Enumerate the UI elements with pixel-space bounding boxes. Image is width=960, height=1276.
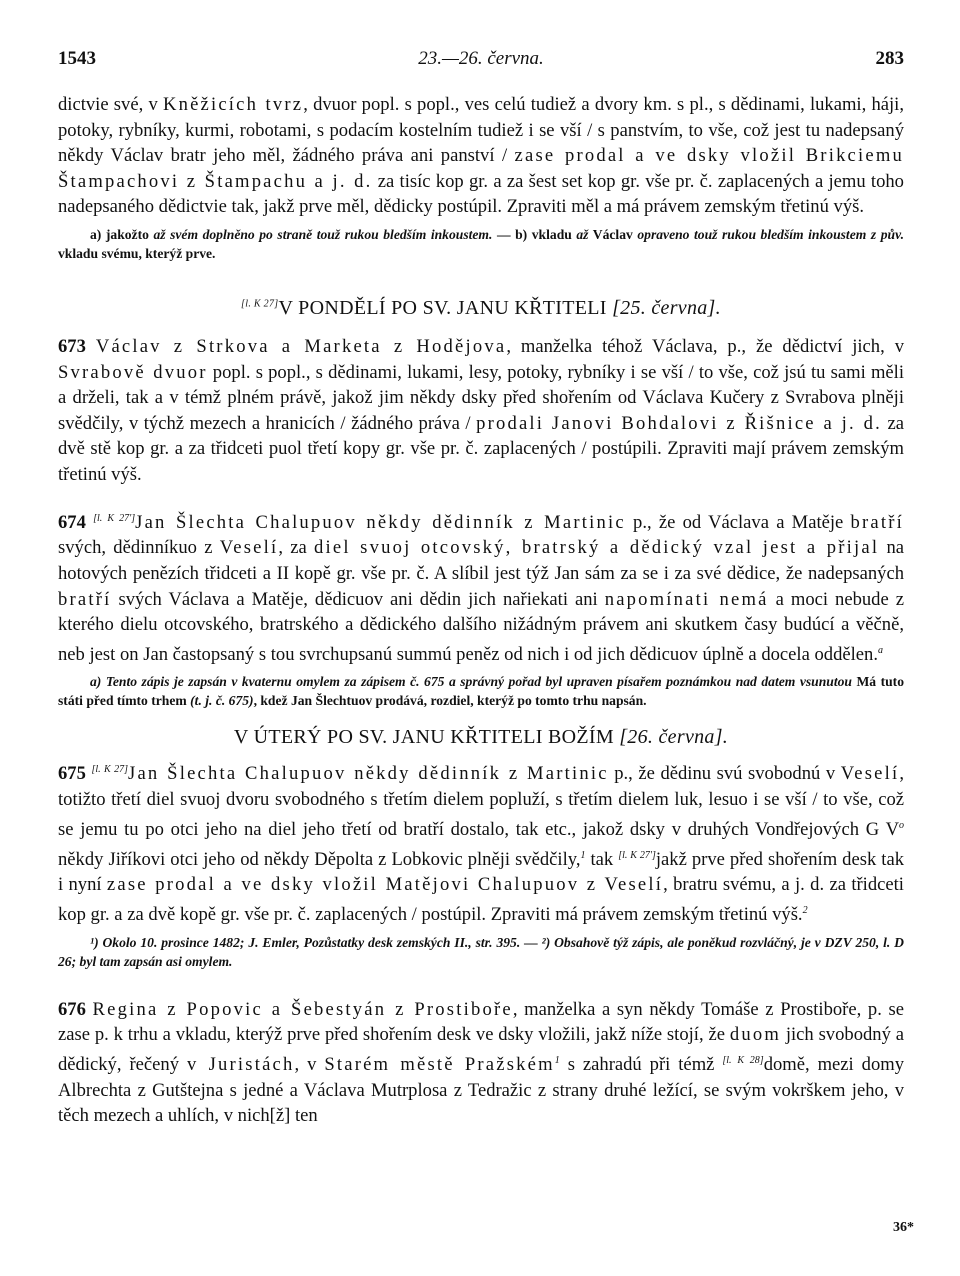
intro-paragraph: dictvie své, v Kněžicích tvrz, dvuor popl. s popl., ves celú tudiež a dvory km. s pl., s dědinami, lukami, háji, potoky, rybníky, kurmi, robotami, s podacím kostelním tudiež i se vší / s panstvím, to vše, což jest tu nadepsaný někdy Václav bratr jeho měl, žádného práva ani panství / zase prodal a ve dsky vložil Brikciemu Štampachovi z Štampachu a j. d. za tisíc kop gr. a za šest set kop gr. vše pr. č. zaplacených a jemu toho nadepsaného dědictvie tak, jakž prve měl, dědicky postúpil. Zpraviti měl a má právem zemským třetinú výš.	[58, 94, 904, 218]
section-heading-tuesday: V ÚTERÝ PO SV. JANU KŘTITELI BOŽÍM [26. června].	[233, 726, 729, 749]
section-heading-monday: [l. K 27]V PONDĚLÍ PO SV. JANU KŘTITELI [25. června].	[241, 296, 721, 319]
page-number: 283	[875, 48, 904, 69]
entry-674-footnote: a) Tento zápis je zapsán v kvaternu omylem za zápisem č. 675 a správný pořad byl upraven písařem poznámkou nad datem vsunutou Má tuto státi před tímto trhem (t. j. č. 675), kdež Jan Šlechtuov prodává, rozdiel, kterýž po tomto trhu napsán.	[58, 674, 905, 709]
entry-675-footnotes: ¹) Okolo 10. prosince 1482; J. Emler, Pozůstatky desk zemských II., str. 395. — ²) Obsahově týž zápis, ale poněkud rozvláčný, je v DZV 250, l. D 26; byl tam zapsán asi omylem.	[58, 934, 904, 969]
page	[58, 40, 904, 1129]
entry-674: 674 [l. K 27']Jan Šlechta Chalupuov někdy dědinník z Martinic p., že od Václava a Matěje bratří svých, dědinníkuo z Veselí, za diel svuoj otcovský, bratrský a dědický vzal jest a přijal na hotových penězích třidceti a II kopě gr. vše pr. č. A slíbil jest týž Jan sám za se i za své dědice, že nadepsaných bratří svých Václava a Matěje, dědicuov ani dědin jich nařiekati ani napomínati nemá a moci nebude z kterého dielu otcovského, bratrského a dědického dalšího nižádným právem ani skutkem časy budúcí a věčně, neb jest on Jan častopsaný s tou svrchupsanú summú peněz od nich i od jich dědicuov úplně a docela oddělen.$^a$	[58, 511, 905, 665]
entry-number: 673	[58, 335, 86, 357]
intro-footnote: a) jakožto až svém doplněno po straně touž rukou bledším inkoustem. — b) vkladu až Václav opraveno touž rukou bledším inkoustem z pův. vkladu svému, kterýž prve.	[58, 226, 904, 261]
year-label: 1543	[58, 48, 96, 69]
entry-number: 676	[58, 998, 86, 1020]
entry-676: 676 Regina z Popovic a Šebestyán z Prostiboře, manželka a syn někdy Tomáše z Prostiboře, p. se zase p. k trhu a vkladu, kterýž prve před shořením desk ve dsky vložili, jakž níže stojí, že duom jich svobodný a dědický, řečený v Juristách, v Starém městě Pražském$^1$ s zahradú při témž [l. K 28]domě, mezi domy Albrechta z Gutštejna s jedné a Václava Mutrplosa z Tedražic z strany druhé ležící, se svým vokrškem jeho, v těch mezech a uhlích, v nich[ž] ten	[58, 998, 905, 1127]
entry-675: 675 [l. K 27]Jan Šlechta Chalupuov někdy dědinník z Martinic p., že dědinu svú svobodnú v Veselí, totižto třetí diel svuoj dvoru svobodného s třetím dielem popluží, s třetím dielem luk, lesuo i se vší / to vše, což se jemu tu po otci jeho na diel jeho třetí od bratří dostalo, tak etc., jakož dsky v druhých Vondřejových G $V^o$ někdy Jiříkovi otci jeho od někdy Děpolta z Lobkovic plněji svědčily,$^1$ tak [l. K 27']jakž prve před shořením desk tak i nyní zase prodal a ve dsky vložil Matějovi Chalupuov z Veselí, bratru svému, a j. d. za třidceti kop gr. a za dvě kopě gr. vše pr. č. zaplacených / postúpil. Zpraviti má právem zemským třetinú výš.$^2$	[58, 763, 905, 926]
entry-number: 674	[58, 511, 86, 533]
running-header	[58, 40, 904, 70]
entry-number: 675	[58, 763, 86, 785]
entry-673: 673 Václav z Strkova a Marketa z Hodějova, manželka téhož Václava, p., že dědictví jich, v Svrabově dvuor popl. s popl., s dědinami, lukami, lesy, potoky, rybníky i se vší / to vše, což jsú tu sami měli a drželi, tak a v témž plném právě, jakož jim někdy dsky před shořením od Václava Kučery z Svrabova plněji svědčily, v týchž mezech a hranicích / žádného práva / prodali Janovi Bohdalovi z Řišnice a j. d. za dvě stě kop gr. a za třidceti puol třetí kopy gr. vše pr. č. zaplacených / postúpili. Zpraviti mají právem zemským třetinú výš.	[58, 335, 905, 485]
signature-mark: 36*	[893, 1220, 914, 1235]
date-range-title: 23.—26. června.	[418, 48, 544, 69]
